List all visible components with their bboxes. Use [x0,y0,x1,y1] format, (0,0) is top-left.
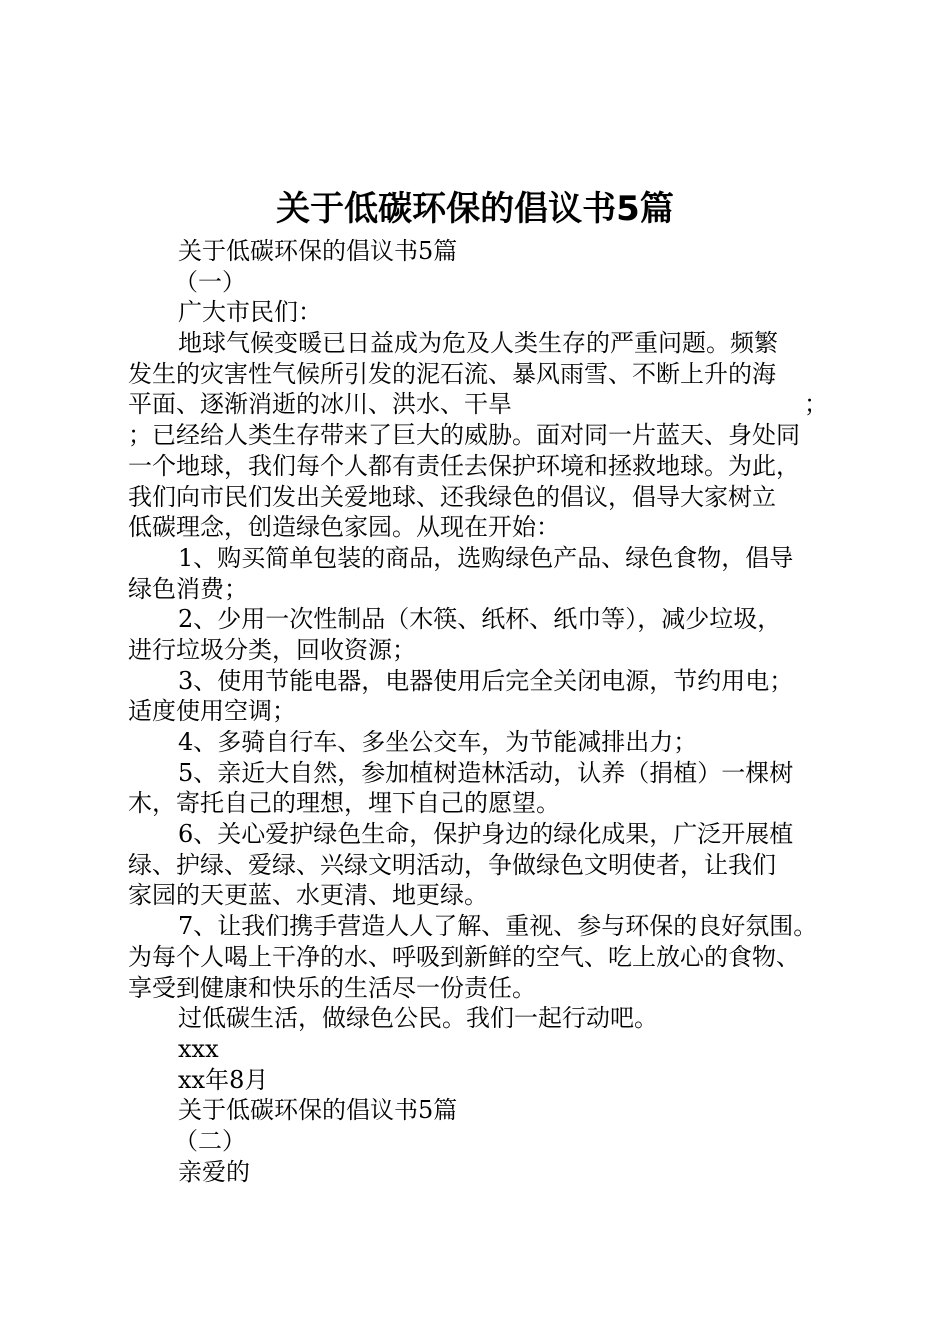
subtitle-line: 关于低碳环保的倡议书5篇 [178,237,458,265]
list-item-line: 家园的天更蓝、水更清、地更绿。 [128,881,488,910]
section-number: （一） [174,267,246,296]
signature: xxx [178,1034,219,1063]
page-title: 关于低碳环保的倡议书5篇 [276,189,674,229]
section-number: （二） [174,1126,246,1155]
list-item-line: 5、亲近大自然，参加植树造林活动，认养（捐植）一棵树 [178,758,794,787]
list-item-line: 1、购买简单包装的商品，选购绿色产品、绿色食物，倡导 [178,543,794,572]
salutation: 亲爱的 [178,1157,250,1186]
paragraph-line: ；已经给人类生存带来了巨大的威胁。面对同一片蓝天、身处同 [128,421,800,450]
list-item-line: 2、少用一次性制品（木筷、纸杯、纸巾等），减少垃圾， [178,605,782,634]
list-item-line: 7、让我们携手营造人人了解、重视、参与环保的良好氛围。 [178,912,818,941]
list-item-line: 6、关心爱护绿色生命，保护身边的绿化成果，广泛开展植 [178,820,794,849]
list-item-line: 进行垃圾分类，回收资源； [128,635,416,664]
list-item-line: 4、多骑自行车、多坐公交车，为节能减排出力； [178,728,698,756]
paragraph-fragment: 平面、逐渐消逝的冰川、洪水、干旱 [128,390,512,419]
list-item-line: 3、使用节能电器，电器使用后完全关闭电源，节约用电； [178,666,794,695]
list-item-line: 适度使用空调； [128,697,296,726]
document-body [128,236,828,1187]
list-item-line: 绿、护绿、爱绿、兴绿文明活动，争做绿色文明使者，让我们 [128,850,776,879]
list-item-line: 为每个人喝上干净的水、呼吸到新鲜的空气、吃上放心的食物、 [128,942,800,971]
paragraph-line: 我们向市民们发出关爱地球、还我绿色的倡议，倡导大家树立 [128,482,776,511]
list-item-line: 绿色消费； [128,574,248,603]
subtitle-line: 关于低碳环保的倡议书5篇 [178,1096,458,1125]
paragraph-line: 一个地球，我们每个人都有责任去保护环境和拯救地球。为此， [128,451,800,480]
paragraph-line: 低碳理念，创造绿色家园。从现在开始： [128,513,560,542]
date: xx年8月 [178,1065,269,1094]
paragraph-line: 地球气候变暖已日益成为危及人类生存的严重问题。频繁 [178,329,778,358]
closing-line: 过低碳生活，做绿色公民。我们一起行动吧。 [178,1004,658,1033]
salutation: 广大市民们： [178,298,322,327]
paragraph-line: 发生的灾害性气候所引发的泥石流、暴风雨雪、不断上升的海 [128,359,776,388]
paragraph-line [128,389,828,420]
list-item-line: 木，寄托自己的理想，埋下自己的愿望。 [128,789,560,818]
list-item-line: 享受到健康和快乐的生活尽一份责任。 [128,973,536,1002]
paragraph-fragment: ； [804,390,828,419]
